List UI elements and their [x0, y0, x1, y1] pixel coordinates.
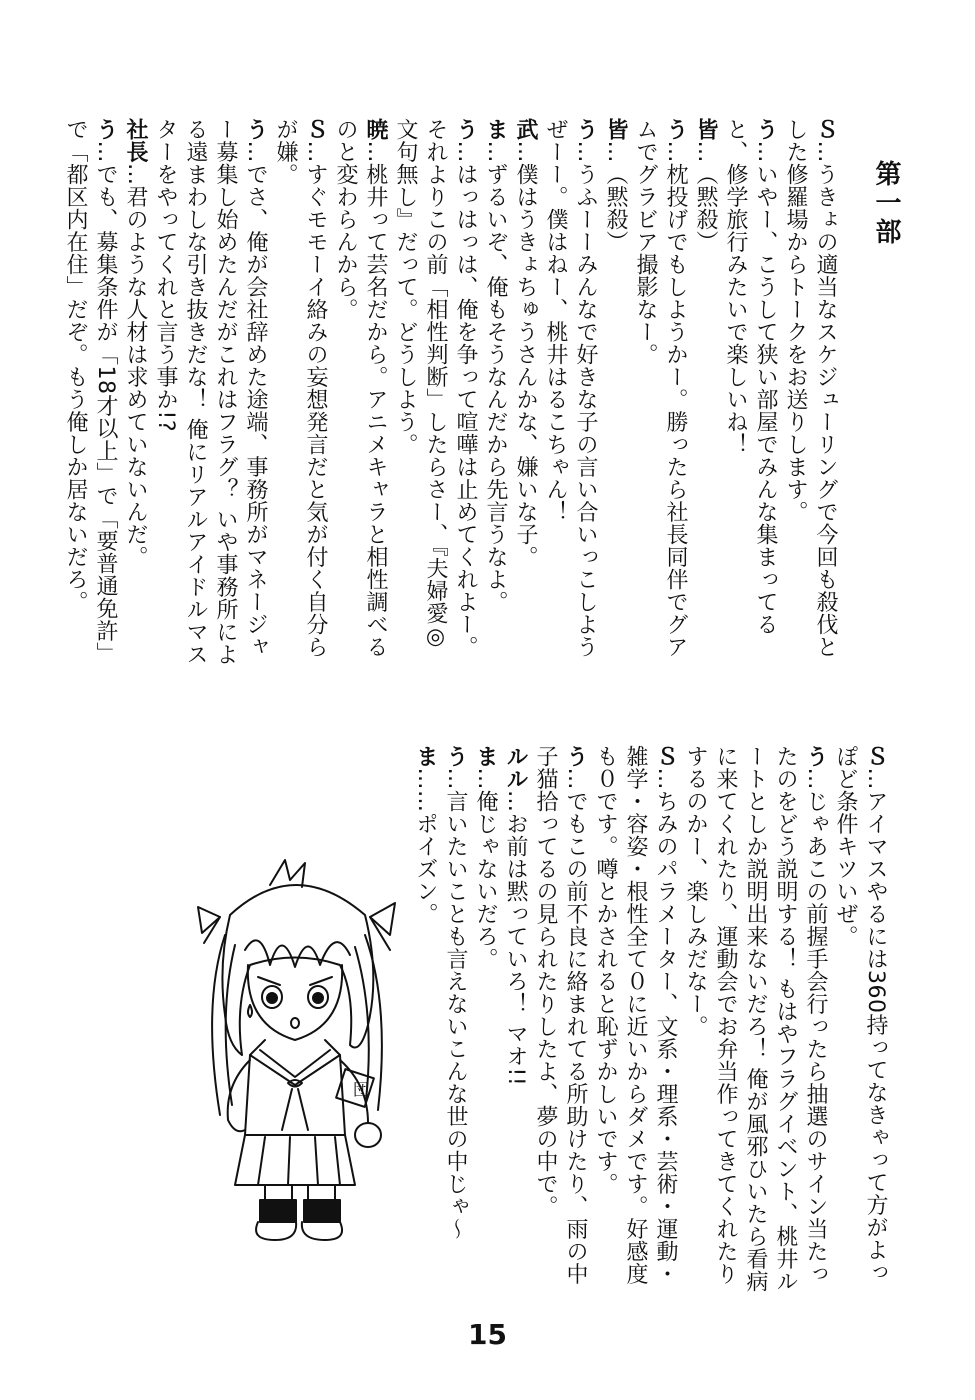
chibi-girl-illustration [190, 855, 405, 1245]
speaker-separator: … [603, 140, 628, 163]
dialogue-line [330, 118, 390, 678]
dialogue-text: お前は黙っていろ！ マオ!! [503, 812, 528, 1087]
dialogue-line [480, 118, 510, 678]
speaker-separator: … [93, 140, 118, 163]
speaker-separator: … [303, 140, 328, 163]
dialogue-text: 言いたいことも言えないこんな世の中じゃ〜 [443, 790, 468, 1240]
dialogue-line [500, 745, 530, 1305]
dialogue-text: ずるいぞ、俺もそうなんだから先言うなよ。 [483, 163, 508, 613]
dialogue-text: ポイズン。 [413, 812, 438, 925]
speaker-name: ま [473, 745, 498, 768]
dialogue-line [270, 118, 330, 678]
dialogue-text: でさ、俺が会社辞めた途端、事務所がマネージャー募集し始めたんだがこれはフラグ？ いや事務所による遠まわしな引き抜きだな！ 俺にリアルアイドルマスターをやってくれと言う事か!? [153, 118, 268, 666]
speaker-name: 暁 [363, 118, 388, 141]
dialogue-text: すぐモモーイ絡みの妄想発言だと気が付く自分らが嫌。 [273, 118, 328, 658]
speaker-name: う [753, 118, 778, 141]
speaker-name: う [803, 745, 828, 768]
dialogue-text: アイマスやるには360持ってなきゃって方がよっぽど条件キツいぜ。 [833, 745, 888, 1284]
speaker-name: う [93, 118, 118, 141]
dialogue-text: でも、募集条件が「18才以上」で「要普通免許」で「都区内在住」だぞ。もう俺しか居ないだろ。 [63, 118, 118, 665]
speaker-separator: … [123, 163, 148, 186]
dialogue-block-top [63, 118, 840, 678]
speaker-separator: … [483, 140, 508, 163]
dialogue-line [410, 745, 440, 1305]
speaker-name: Ｓ [303, 118, 328, 141]
dialogue-line [540, 118, 600, 678]
dialogue-text: うふーーみんなで好きな子の言い合いっこしようぜーー。僕はねー、桃井はるこちゃん！ [543, 118, 598, 658]
dialogue-text: 僕はうきょちゅうさんかな、嫌いな子。 [513, 163, 538, 568]
dialogue-line [530, 745, 590, 1305]
speaker-name: う [443, 745, 468, 768]
speaker-separator: … [453, 140, 478, 163]
speaker-name: Ｓ [863, 745, 888, 768]
speaker-name: ルル [503, 745, 528, 790]
speaker-name: 皆 [693, 118, 718, 141]
speaker-separator: …… [413, 767, 438, 813]
speaker-separator: … [653, 767, 678, 790]
dialogue-line [470, 745, 500, 1305]
armband-label: 団 [353, 1080, 370, 1099]
dialogue-line [60, 118, 120, 678]
dialogue-line [440, 745, 470, 1305]
speaker-separator: … [503, 790, 528, 813]
dialogue-line [510, 118, 540, 678]
speaker-name: 社長 [123, 118, 148, 163]
page-number: 15 [468, 1318, 507, 1351]
dialogue-line [120, 118, 150, 678]
dialogue-line [150, 118, 270, 678]
speaker-separator: … [563, 767, 588, 790]
speaker-separator: … [663, 140, 688, 163]
speaker-separator: … [693, 140, 718, 163]
speaker-name: う [573, 118, 598, 141]
dialogue-text: （黙殺） [693, 163, 718, 253]
speaker-name: Ｓ [813, 118, 838, 141]
dialogue-text: 俺じゃないだろ。 [473, 790, 498, 970]
speaker-separator: … [473, 767, 498, 790]
speaker-name: Ｓ [653, 745, 678, 768]
dialogue-text: （黙殺） [603, 163, 628, 253]
speaker-name: ま [413, 745, 438, 768]
dialogue-line [780, 118, 840, 678]
dialogue-line [600, 118, 630, 678]
speaker-name: 皆 [603, 118, 628, 141]
dialogue-line [830, 745, 890, 1305]
speaker-separator: … [573, 140, 598, 163]
speaker-name: う [563, 745, 588, 768]
dialogue-text: でもこの前不良に絡まれてる所助けたり、雨の中子猫拾ってるの見られたりしたよ、夢の中で。 [533, 745, 588, 1285]
dialogue-line [590, 745, 680, 1305]
dialogue-text: ちみのパラメーター、文系・理系・芸術・運動・雑学・容姿・根性全て０に近いからダメです。好感度も０です。噂とかされると恥ずかしいです。 [593, 745, 678, 1285]
speaker-separator: … [803, 767, 828, 790]
dialogue-text: 枕投げでもしようかー。勝ったら社長同伴でグアムでグラビア撮影なー。 [633, 118, 688, 658]
speaker-separator: … [863, 767, 888, 790]
dialogue-text: いやー、こうして狭い部屋でみんな集まってると、修学旅行みたいで楽しいね！ [723, 118, 778, 636]
speaker-separator: … [443, 767, 468, 790]
dialogue-line [680, 745, 830, 1305]
dialogue-line [390, 118, 480, 678]
dialogue-line [720, 118, 780, 678]
speaker-separator: … [513, 140, 538, 163]
dialogue-text: 君のような人材は求めていないんだ。 [123, 185, 148, 568]
dialogue-text: うきょの適当なスケジューリングで今回も殺伐とした修羅場からトークをお送りします。 [783, 118, 838, 658]
dialogue-block-bottom [413, 745, 890, 1305]
speaker-separator: … [243, 140, 268, 163]
speaker-name: う [453, 118, 478, 141]
dialogue-text: じゃあこの前握手会行ったら抽選のサイン当たったのをどう説明する！ もはやフラグイベント、桃井ルートとしか説明出来ないだろ！ 俺が風邪ひいたら看病に来てくれたり、運動会でお弁当作ってきてくれたりするのかー、楽しみだなー。 [683, 745, 828, 1293]
speaker-name: う [243, 118, 268, 141]
dialogue-line [630, 118, 690, 678]
speaker-separator: … [363, 140, 388, 163]
speaker-name: 武 [513, 118, 538, 141]
speaker-name: う [663, 118, 688, 141]
dialogue-text: はっはっは、俺を争って喧嘩は止めてくれよー。それよりこの前「相性判断」したらさー、『夫婦愛◎ 文句無し』だって。どうしよう。 [393, 118, 478, 658]
speaker-separator: … [753, 140, 778, 163]
speaker-name: ま [483, 118, 508, 141]
dialogue-line [690, 118, 720, 678]
speaker-separator: … [813, 140, 838, 163]
dialogue-text: 桃井って芸名だから。アニメキャラと相性調べるのと変わらんから。 [333, 118, 388, 658]
section-title: 第一部 [871, 160, 901, 247]
